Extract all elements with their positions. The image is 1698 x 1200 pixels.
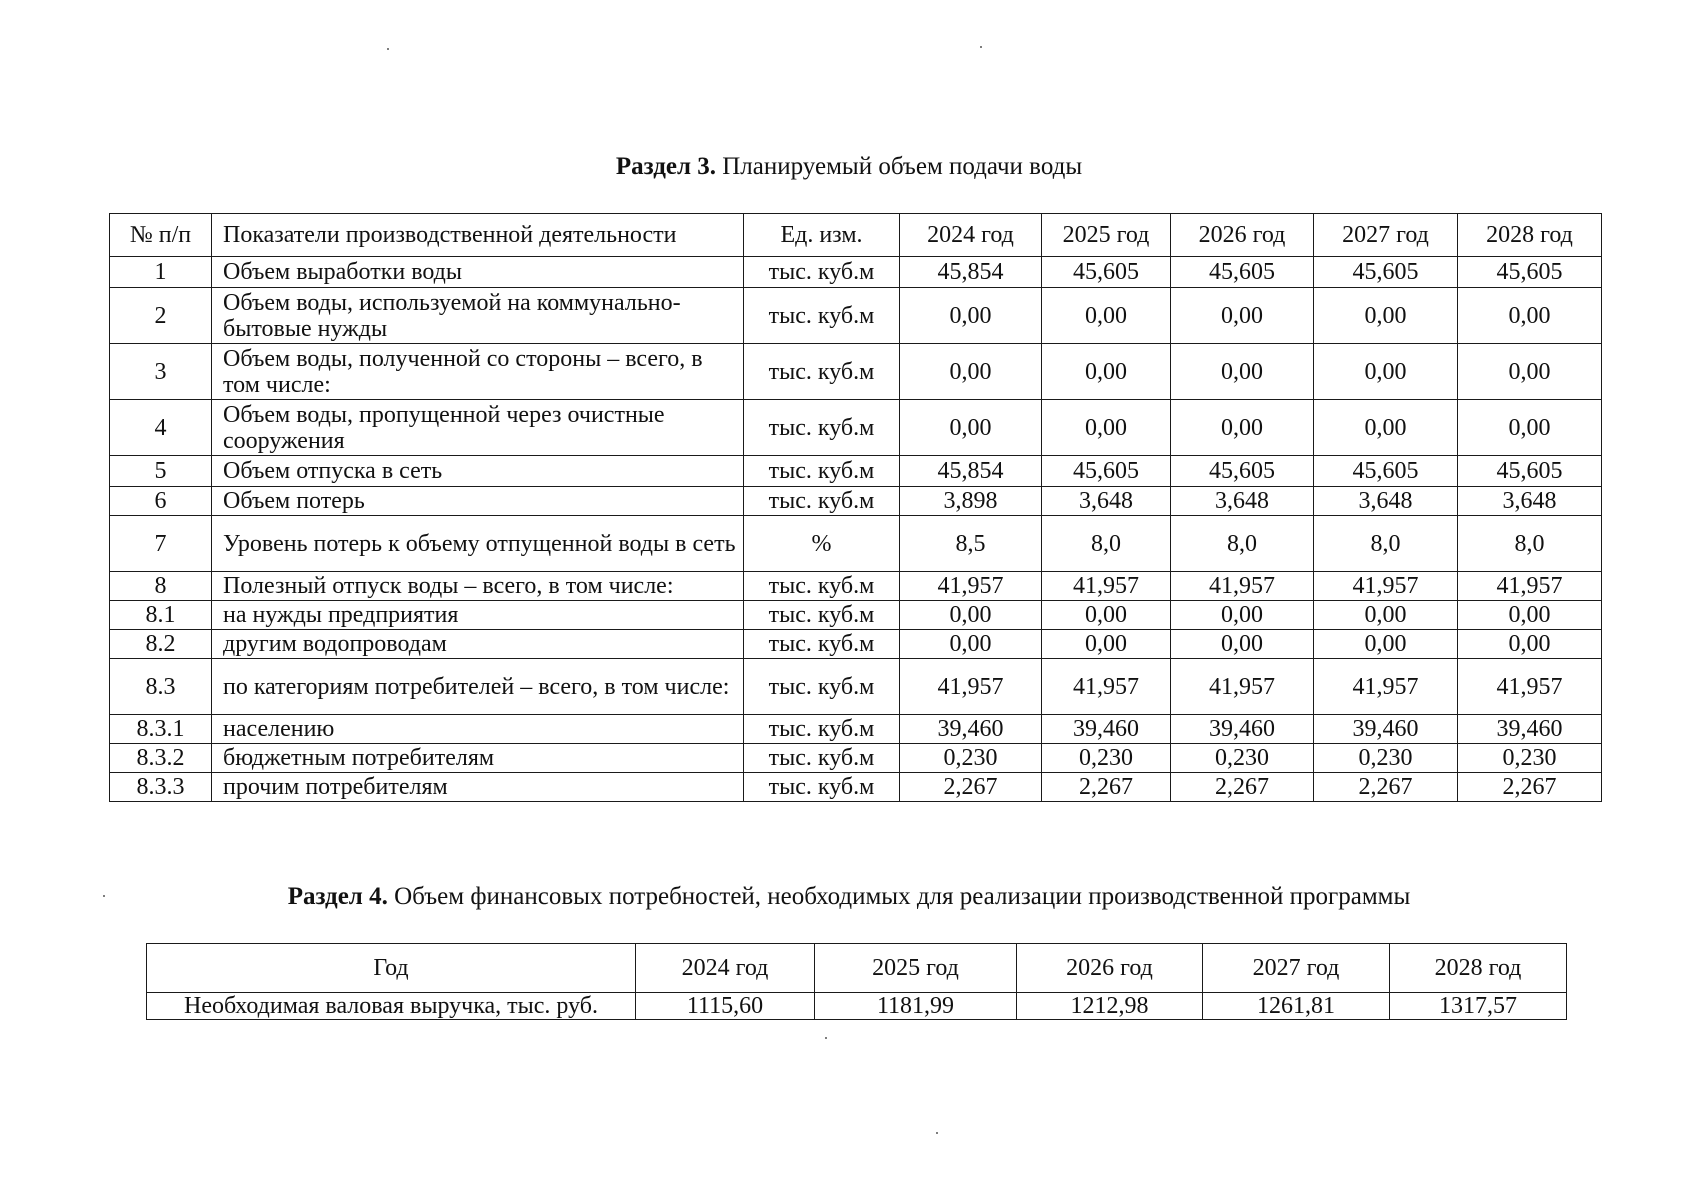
indicator-name: по категориям потребителей – всего, в том числе: [212,659,744,715]
unit: тыс. куб.м [744,400,900,456]
year-value: 8,0 [1314,516,1458,572]
year-value: 2,267 [1042,773,1171,802]
row-number: 8.3.1 [110,715,212,744]
year-value: 8,0 [1042,516,1171,572]
year-value: 45,605 [1042,257,1171,288]
row-number: 8.3.2 [110,744,212,773]
year-value: 0,00 [1314,601,1458,630]
year-value: 1212,98 [1017,993,1203,1020]
row-number: 1 [110,257,212,288]
year-value: 39,460 [1458,715,1602,744]
year-value: 39,460 [1314,715,1458,744]
year-value: 45,605 [1458,257,1602,288]
table-row [110,744,1602,773]
unit: тыс. куб.м [744,715,900,744]
year-value: 3,648 [1314,487,1458,516]
year-value: 41,957 [1042,659,1171,715]
indicator-name: прочим потребителям [212,773,744,802]
year-value: 39,460 [1042,715,1171,744]
unit: % [744,516,900,572]
year-value: 0,00 [1171,344,1314,400]
row-number: 8 [110,572,212,601]
unit: тыс. куб.м [744,288,900,344]
year-value: 45,854 [900,456,1042,487]
year-value: 8,0 [1458,516,1602,572]
year-value: 0,00 [1171,288,1314,344]
column-header: 2024 год [900,214,1042,257]
column-header: 2027 год [1314,214,1458,257]
year-value: 3,648 [1042,487,1171,516]
year-value: 41,957 [1171,572,1314,601]
column-header: 2027 год [1203,944,1390,993]
column-header: 2028 год [1390,944,1567,993]
year-value: 45,605 [1314,257,1458,288]
unit: тыс. куб.м [744,659,900,715]
year-value: 0,00 [900,288,1042,344]
year-value: 41,957 [1171,659,1314,715]
year-value: 39,460 [1171,715,1314,744]
unit: тыс. куб.м [744,257,900,288]
year-value: 41,957 [900,659,1042,715]
row-number: 3 [110,344,212,400]
year-value: 45,605 [1171,456,1314,487]
table-row [110,288,1602,344]
year-value: 39,460 [900,715,1042,744]
year-value: 0,00 [1314,288,1458,344]
column-header: 2024 год [636,944,815,993]
table-header-row [110,214,1602,257]
table-row [110,572,1602,601]
year-value: 0,00 [1458,601,1602,630]
section-4-title [0,882,1698,912]
year-value: 45,854 [900,257,1042,288]
year-value: 2,267 [900,773,1042,802]
year-value: 2,267 [1458,773,1602,802]
scan-speck [825,1037,827,1039]
row-label: Необходимая валовая выручка, тыс. руб. [147,993,636,1020]
table-row [110,659,1602,715]
indicator-name: Объем отпуска в сеть [212,456,744,487]
indicator-name: населению [212,715,744,744]
year-value: 0,00 [1042,601,1171,630]
table-header-row [147,944,1567,993]
year-value: 0,00 [1458,344,1602,400]
year-value: 1261,81 [1203,993,1390,1020]
indicator-name: Полезный отпуск воды – всего, в том числе: [212,572,744,601]
table-row [110,630,1602,659]
section-3-title-text: Планируемый объем подачи воды [716,153,1083,180]
year-value: 0,00 [900,601,1042,630]
year-value: 3,648 [1171,487,1314,516]
year-value: 45,605 [1458,456,1602,487]
water-supply-table [109,213,1602,802]
table-row [110,516,1602,572]
year-value: 8,0 [1171,516,1314,572]
year-value: 0,00 [1171,400,1314,456]
section-4-title-number: Раздел 4. [287,883,388,910]
column-header: Год [147,944,636,993]
year-value: 0,00 [1458,288,1602,344]
row-number: 4 [110,400,212,456]
year-value: 0,00 [1042,400,1171,456]
unit: тыс. куб.м [744,344,900,400]
section-4-title-text: Объем финансовых потребностей, необходимых для реализации производственной программы [387,883,1411,910]
year-value: 0,00 [1314,400,1458,456]
year-value: 1317,57 [1390,993,1567,1020]
year-value: 0,00 [1458,400,1602,456]
indicator-name: Объем воды, пропущенной через очистные сооружения [212,400,744,456]
year-value: 0,00 [1314,344,1458,400]
table-row [110,715,1602,744]
table-row [110,344,1602,400]
year-value: 0,230 [1458,744,1602,773]
indicator-name: бюджетным потребителям [212,744,744,773]
indicator-name: на нужды предприятия [212,601,744,630]
year-value: 0,00 [900,344,1042,400]
year-value: 41,957 [1042,572,1171,601]
year-value: 41,957 [1314,659,1458,715]
table-row [147,993,1567,1020]
unit: тыс. куб.м [744,601,900,630]
year-value: 0,00 [1171,601,1314,630]
row-number: 2 [110,288,212,344]
year-value: 8,5 [900,516,1042,572]
scan-speck [980,46,982,48]
year-value: 0,230 [1314,744,1458,773]
year-value: 41,957 [900,572,1042,601]
indicator-name: Объем воды, используемой на коммунально-бытовые нужды [212,288,744,344]
section-3-title [0,152,1698,182]
scan-speck [387,48,389,50]
year-value: 0,00 [1458,630,1602,659]
year-value: 1115,60 [636,993,815,1020]
column-header: 2025 год [1042,214,1171,257]
row-number: 8.2 [110,630,212,659]
table-row [110,257,1602,288]
year-value: 41,957 [1458,572,1602,601]
year-value: 3,898 [900,487,1042,516]
unit: тыс. куб.м [744,572,900,601]
year-value: 41,957 [1314,572,1458,601]
year-value: 45,605 [1042,456,1171,487]
year-value: 0,00 [1314,630,1458,659]
year-value: 2,267 [1314,773,1458,802]
table-row [110,487,1602,516]
unit: тыс. куб.м [744,487,900,516]
year-value: 45,605 [1171,257,1314,288]
scan-speck [103,895,105,897]
year-value: 0,00 [1042,344,1171,400]
table-row [110,601,1602,630]
column-header: № п/п [110,214,212,257]
indicator-name: другим водопроводам [212,630,744,659]
indicator-name: Уровень потерь к объему отпущенной воды в сеть [212,516,744,572]
year-value: 0,00 [1171,630,1314,659]
unit: тыс. куб.м [744,744,900,773]
section-3-title-number: Раздел 3. [615,153,716,180]
scan-speck [936,1132,938,1134]
year-value: 0,230 [900,744,1042,773]
year-value: 0,00 [1042,288,1171,344]
year-value: 2,267 [1171,773,1314,802]
row-number: 6 [110,487,212,516]
column-header: 2025 год [815,944,1017,993]
year-value: 0,230 [1042,744,1171,773]
year-value: 0,00 [1042,630,1171,659]
column-header: 2028 год [1458,214,1602,257]
row-number: 5 [110,456,212,487]
year-value: 0,00 [900,400,1042,456]
year-value: 3,648 [1458,487,1602,516]
table-row [110,400,1602,456]
unit: тыс. куб.м [744,630,900,659]
unit: тыс. куб.м [744,773,900,802]
column-header: 2026 год [1017,944,1203,993]
table-row [110,456,1602,487]
row-number: 8.3.3 [110,773,212,802]
year-value: 41,957 [1458,659,1602,715]
table-row [110,773,1602,802]
indicator-name: Объем воды, полученной со стороны – всего, в том числе: [212,344,744,400]
year-value: 1181,99 [815,993,1017,1020]
row-number: 7 [110,516,212,572]
financial-needs-table [146,943,1567,1020]
year-value: 45,605 [1314,456,1458,487]
unit: тыс. куб.м [744,456,900,487]
indicator-name: Объем потерь [212,487,744,516]
year-value: 0,00 [900,630,1042,659]
column-header: Ед. изм. [744,214,900,257]
row-number: 8.1 [110,601,212,630]
column-header: 2026 год [1171,214,1314,257]
row-number: 8.3 [110,659,212,715]
year-value: 0,230 [1171,744,1314,773]
indicator-name: Объем выработки воды [212,257,744,288]
column-header: Показатели производственной деятельности [212,214,744,257]
